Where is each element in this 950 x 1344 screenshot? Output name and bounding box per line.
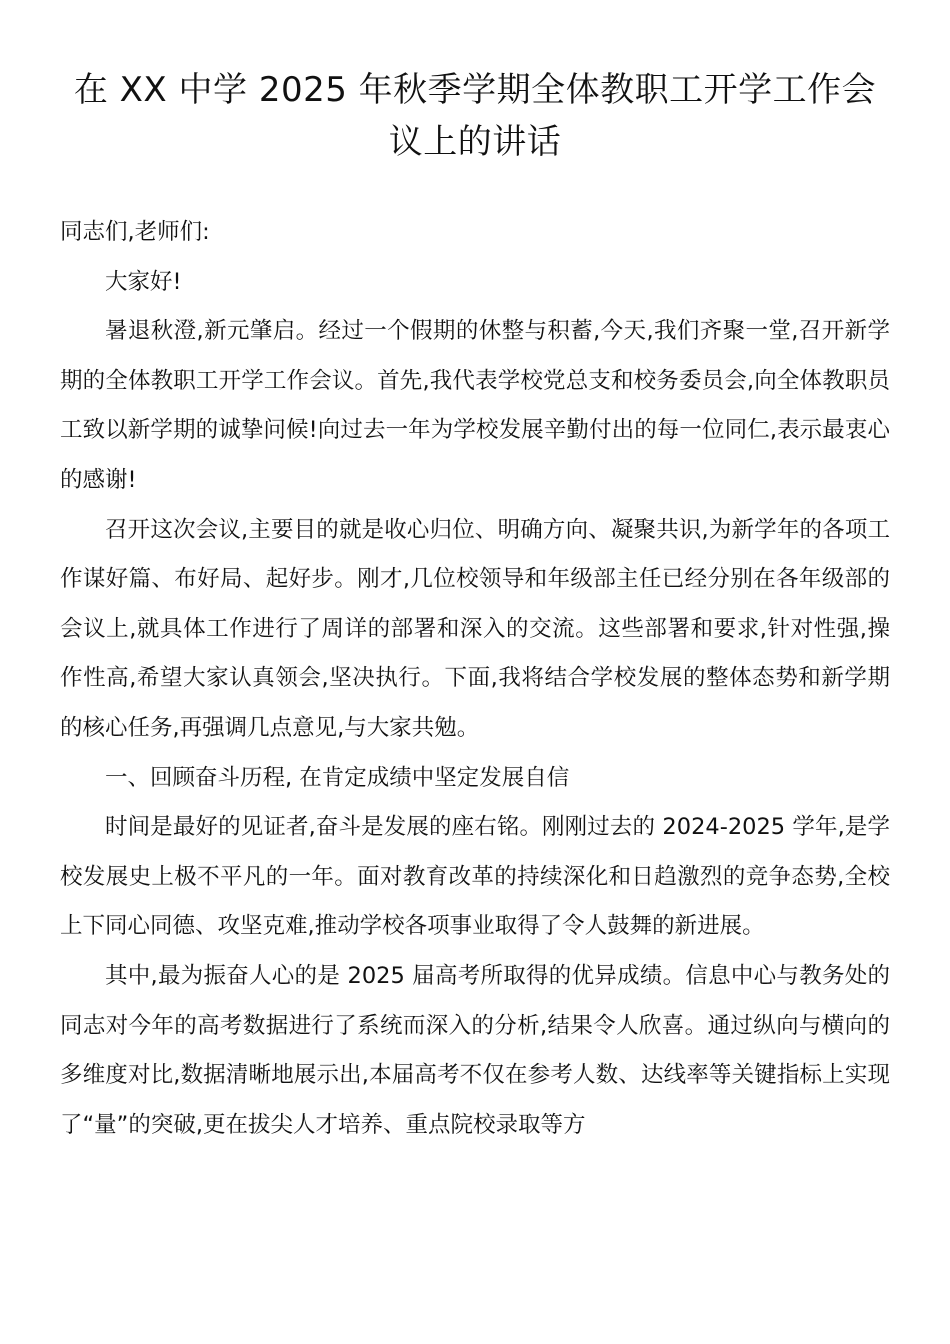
paragraph-purpose: 召开这次会议,主要目的就是收心归位、明确方向、凝聚共识,为新学年的各项工作谋好篇、布好局、起好步。刚才,几位校领导和年级部主任已经分别在各年级部的会议上,就具体工作进行了周详的部署和深入的交流。这些部署和要求,针对性强,操作性高,希望大家认真领会,坚决执行。下面,我将结合学校发展的整体态势和新学期的核心任务,再强调几点意见,与大家共勉。 bbox=[60, 516, 890, 741]
salutation: 同志们,老师们: bbox=[60, 219, 210, 245]
paragraph-gaokao: 其中,最为振奋人心的是 2025 届高考所取得的优异成绩。信息中心与教务处的同志对今年的高考数据进行了系统而深入的分析,结果令人欣喜。通过纵向与横向的多维度对比,数据清晰地展示出,本届高考不仅在参考人数、达线率等关键指标上实现了“量”的突破,更在拔尖人才培养、重点院校录取等方 bbox=[60, 962, 890, 1138]
paragraph-opening: 暑退秋澄,新元肇启。经过一个假期的休整与积蓄,今天,我们齐聚一堂,召开新学期的全体教职工开学工作会议。首先,我代表学校党总支和校务委员会,向全体教职员工致以新学期的诚挚问候!向过去一年为学校发展辛勤付出的每一位同仁,表示最衷心的感谢! bbox=[60, 318, 890, 493]
document-body bbox=[60, 208, 890, 1150]
paragraph-greeting: 大家好! bbox=[105, 268, 182, 295]
document-title: 在 XX 中学 2025 年秋季学期全体教职工开学工作会议上的讲话 bbox=[73, 70, 877, 162]
section-heading-1: 一、回顾奋斗历程, 在肯定成绩中坚定发展自信 bbox=[105, 764, 570, 791]
paragraph-review: 时间是最好的见证者,奋斗是发展的座右铭。刚刚过去的 2024-2025 学年,是学校发展史上极不平凡的一年。面对教育改革的持续深化和日趋激烈的竞争态势,全校上下同心同德、攻坚克难,推动学校各项事业取得了令人鼓舞的新进展。 bbox=[60, 814, 890, 940]
